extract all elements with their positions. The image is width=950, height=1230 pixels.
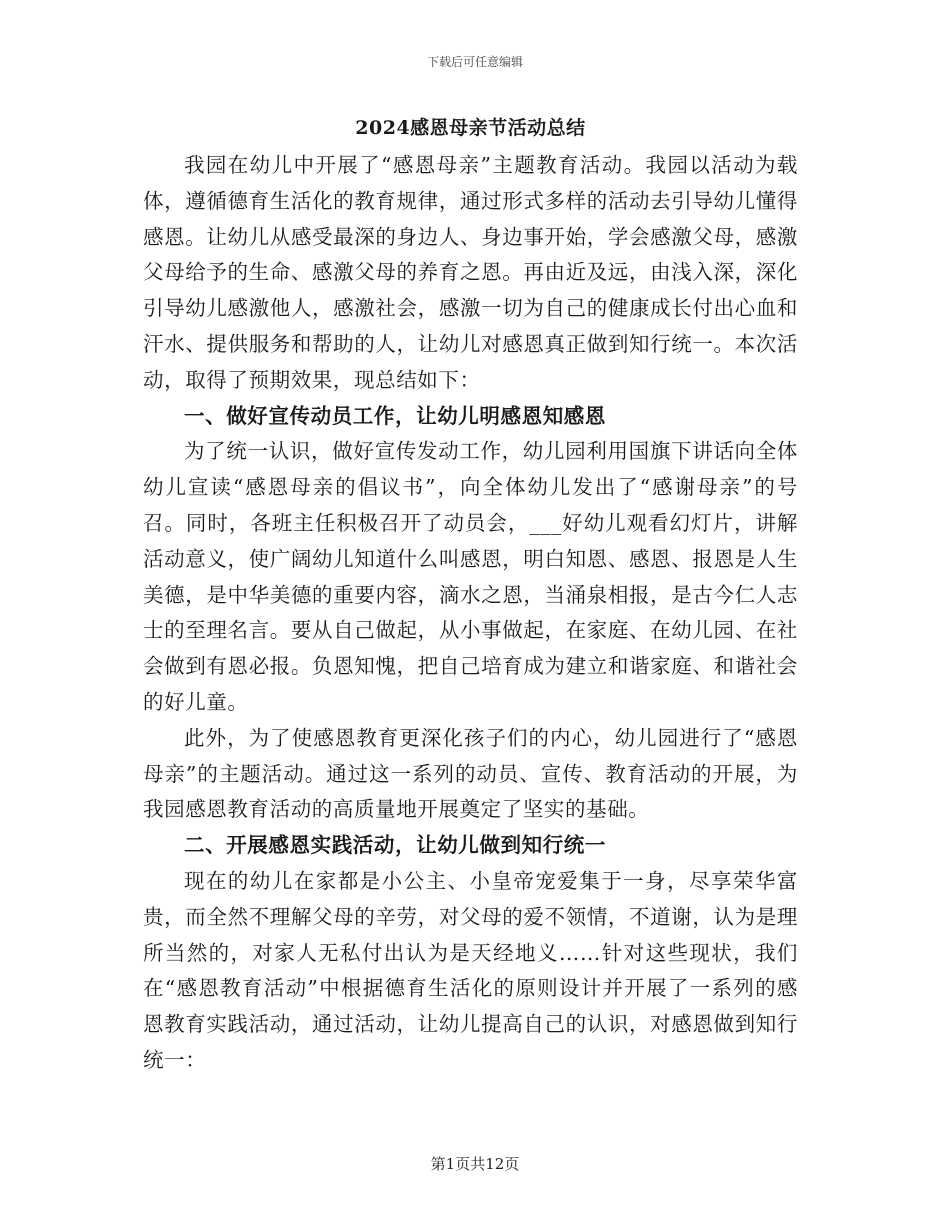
paragraph-section1-a: 为了统一认识，做好宣传发动工作，幼儿园利用国旗下讲话向全体幼儿宣读“感恩母亲的倡议书”，向全体幼儿发出了“感谢母亲”的号召。同时，各班主任积极召开了动员会，___好幼儿观看幻灯片，讲解活动意义，使广阔幼儿知道什么叫感恩，明白知恩、感恩、报恩是人生美德，是中华美德的重要内容，滴水之恩，当涌泉相报，是古今仁人志士的至理名言。要从自己做起，从小事做起，在家庭、在幼儿园、在社会做到有恩必报。负恩知愧，把自己培育成为建立和谐家庭、和谐社会的好儿童。	[143, 439, 798, 714]
section-heading-2: 二、开展感恩实践活动，让幼儿做到知行统一	[184, 833, 606, 858]
header-note: 下载后可任意编辑	[426, 55, 523, 69]
document-title: 2024感恩母亲节活动总结	[355, 117, 586, 139]
paragraph-intro: 我园在幼儿中开展了“感恩母亲”主题教育活动。我园以活动为载体，遵循德育生活化的教育规律，通过形式多样的活动去引导幼儿懂得感恩。让幼儿从感受最深的身边人、身边事开始，学会感激父母，感激父母给予的生命、感激父母的养育之恩。再由近及远，由浅入深，深化引导幼儿感激他人，感激社会，感激一切为自己的健康成长付出心血和汗水、提供服务和帮助的人，让幼儿对感恩真正做到知行统一。本次活动，取得了预期效果，现总结如下：	[143, 153, 798, 392]
paragraph-section2-a: 现在的幼儿在家都是小公主、小皇帝宠爱集于一身，尽享荣华富贵，而全然不理解父母的辛劳，对父母的爱不领情，不道谢，认为是理所当然的，对家人无私付出认为是天经地义……针对这些现状，我们在“感恩教育活动”中根据德育生活化的原则设计并开展了一系列的感恩教育实践活动，通过活动，让幼儿提高自己的认识，对感恩做到知行统一：	[143, 868, 798, 1072]
page-number: 第1页共12页	[430, 1155, 520, 1173]
section-heading-1: 一、做好宣传动员工作，让幼儿明感恩知感恩	[184, 403, 606, 428]
paragraph-section1-b: 此外，为了使感恩教育更深化孩子们的内心，幼儿园进行了“感恩母亲”的主题活动。通过这一系列的动员、宣传、教育活动的开展，为我园感恩教育活动的高质量地开展奠定了坚实的基础。	[143, 725, 798, 822]
document-body	[143, 112, 798, 1079]
